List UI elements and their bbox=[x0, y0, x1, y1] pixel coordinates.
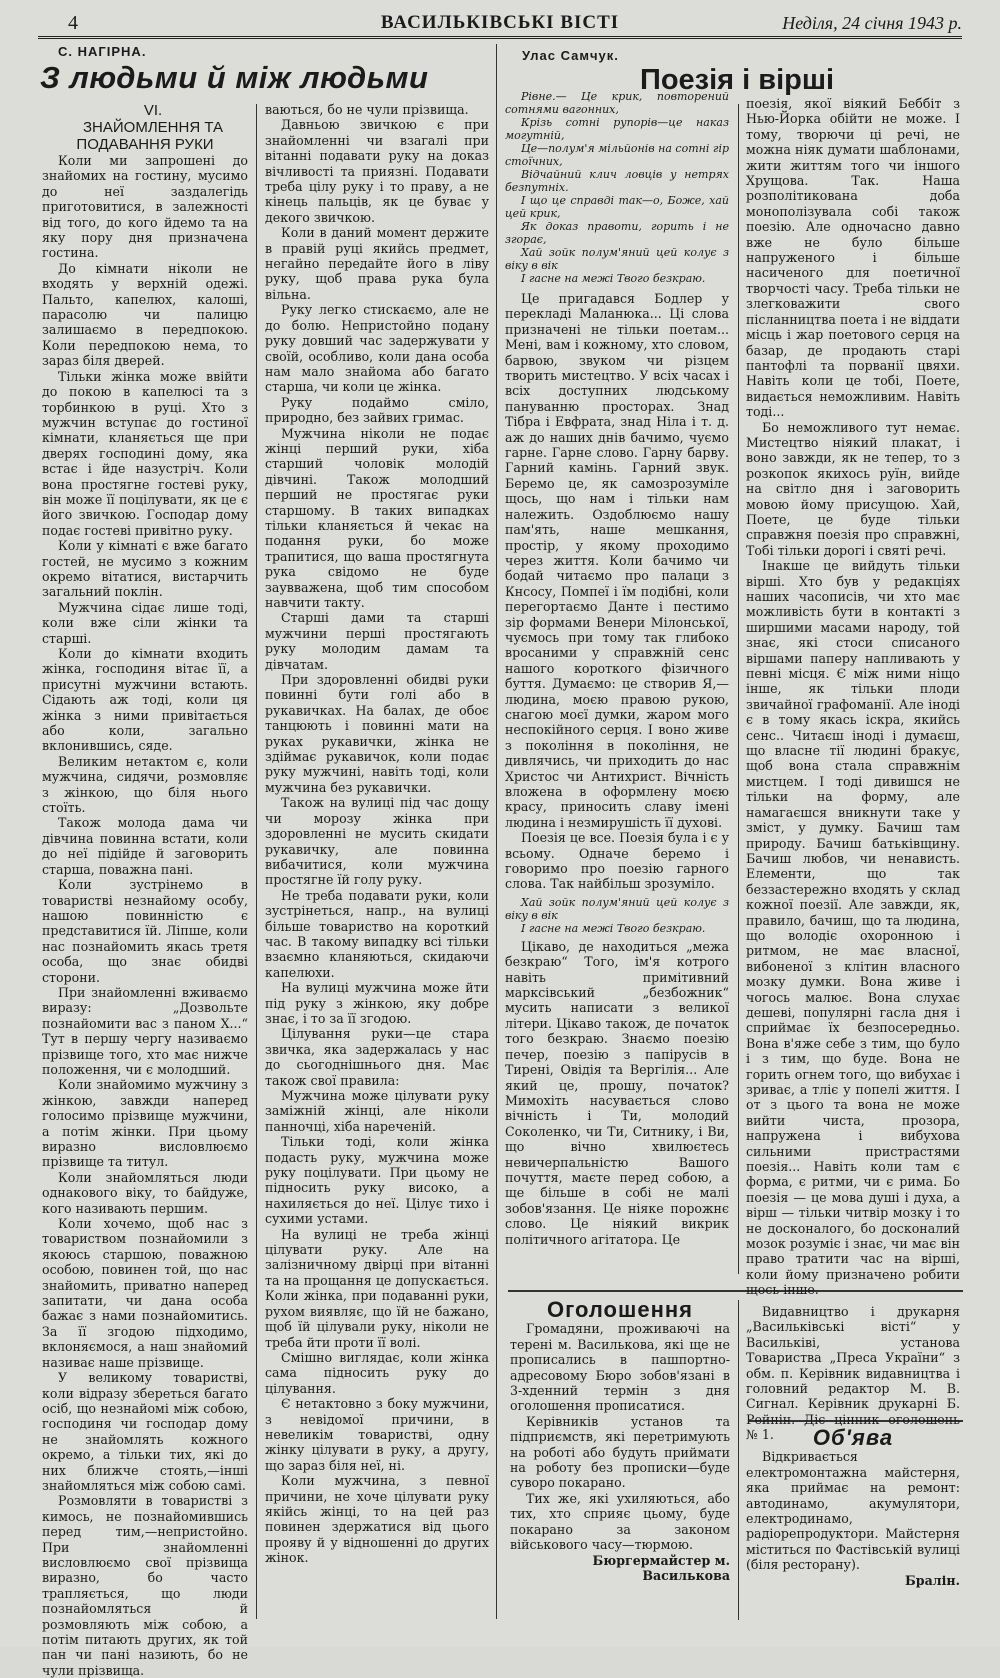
article-title: Поезія і вірші bbox=[640, 64, 835, 96]
verse-line: І гасне на межі Твого безкраю. bbox=[521, 272, 706, 285]
paragraph: ваються, бо не чули прізвища. bbox=[265, 102, 469, 117]
paragraph: На вулиці не треба жінці цілувати руку. Але на залізничному двірці при вітанні та на прощання це допускається. Коли жінка, при подаванні руки, рухом виявляє, що їй не бажано, щоб їй цілували руку, ніколи не треба йти проти її волі. bbox=[265, 1226, 489, 1350]
verse-line: І що це справді так—о, Боже, хай цей крик, bbox=[505, 194, 729, 220]
verse-line: Це—полум'я мільйонів на сотні гір стоїчних, bbox=[505, 142, 730, 168]
paragraph: Коли у кімнаті є вже багато гостей, не мусимо з кожним окремо вітатися, вистарчить загальний поклін. bbox=[42, 538, 248, 600]
paragraph: Мужчина ніколи не подає жінці перший руки, хіба старший чоловік молодій дівчині. Також молодший перший не простягає руки старшому. В таких випадках тільки кланяється й чекає на подання руки, бо може трапитися, що ваша простягнута рука свідомо не буде заувважена, щоб тим способом навчити такту. bbox=[265, 425, 489, 610]
verse-line: Крізь сотні рупорів—це наказ могутній, bbox=[505, 116, 729, 142]
paragraph: Старші дами та старші мужчини перші простягають руку молодим дамам та дівчатам. bbox=[265, 610, 489, 672]
paragraph: Коли до кімнати входить жінка, господиня вітає її, а присутні мужчини встають. Сідають аж тоді, коли ця жінка з ними привітається або коли, загально вклонившись, сяде. bbox=[42, 646, 248, 754]
ad-signature: Бралін. bbox=[905, 1572, 960, 1588]
paragraph: Є нетактовно з боку мужчини, з невідомої причини, в невеликім товаристві, одну жінку цілувати в руку, а другу, що зараз біля неї, ні. bbox=[265, 1396, 489, 1473]
article-column-2 bbox=[265, 102, 489, 1622]
paragraph: Також молода дама чи дівчина повинна встати, коли до неї підійде й заговорить старша, поважна пані. bbox=[42, 815, 248, 877]
verse-line: І гасне на межі Твого безкраю. bbox=[521, 921, 706, 935]
paragraph: Великим нетактом є, коли мужчина, сидячи, розмовляє з жінкою, що біля нього стоїть. bbox=[42, 753, 248, 816]
paragraph: поезія, якої віякий Беббіт з Нью-Йорка обійти не може. І тому, творючи ці речі, не можна ніяк думати шаблонами, жити життям того чи іншого Хрущова. Так. Наша розполітикована доба монополізувала собі також поезію. Але одночасно давно вже не було більше напруженого і більше насиченого для поетичної творчості часу. Треба тільки не злегковажити свого післанництва поета і не віддати місць і жар поетового серця на базар, де продають старі пантофлі та порванії цвяхи. Навіть коли це тобі, Поете, видається неможливим. Навіть тоді... bbox=[746, 96, 960, 420]
ad-title: Об'ява bbox=[812, 1425, 894, 1450]
paragraph: Також на вулиці під час дощу чи морозу жінка при здоровленні не мусить скидати рукавичку, але повинна вибачитися, коли мужчина простягне їй голу руку. bbox=[265, 795, 489, 888]
paragraph: Коли ми запрошені до знайомих на гостину, мусимо до неї заздалегідь приготовитися, в залежності від того, до кого йдемо та на яку пору дня призначена гостина. bbox=[42, 153, 248, 261]
article-title: З людьми й між людьми bbox=[40, 60, 429, 95]
paragraph: Це пригадався Бодлер у перекладі Маланюка... Ці слова призначені не тільки поетам... Мені, вам і кожному, хто словом, барвою, звуком чи різцем творить мистецтво. У всіх часах і всіх доступних людському пануванню просторах. Знад Тібра і Евфрата, знад Ніла і т. д. аж до наших днів бачимо, чуємо гарне. Гарне слово. Гарну барву. Гарний камінь. Гарний звук. Беремо це, як самозрозуміле щось, що нам і тільки нам належить. Оздоблюємо нашу пам'ять, наше мешкання, простір, у якому проходимо через життя. Коли бачимо чи бодай читаємо про палаци з Кнсосу, Помпеї і їм подібні, коли перегортаємо Данте і пестимо зір формами Венери Мілонської, чуємось при тому так глибоко вросаними у справжній сенс нашого короткого фізичного буття. Думаємо: це створив Я,—людина, моєю правою рукою, снагою моєї думки, жаром мого неспокійного серця. І воно живе з покоління в покоління, не дивлячись, чи приходить до нас Христос чи Антихрист. Вічність вложена в оформлену моєю красу, приносить славу імені людина і незмирушість її духові. bbox=[505, 291, 729, 830]
paragraph: Коли зустрінемо в товаристві незнайому особу, нашою повинністю є представитися їй. Ліпше, коли нас познайомить якась третя особа, що знає обидві сторони. bbox=[42, 877, 248, 985]
paragraph: Бо неможливого тут немає. Мистецтво ніякий плакат, і воно завжди, як не тепер, то з розкопок якихось руїн, вийде на світло дня і заговорить мовою йому присущою. Хай, Поете, це буде тільки справжня поезія про справжні, Тобі тільки дорогі і святі речі. bbox=[746, 419, 960, 558]
page-number: 4 bbox=[68, 12, 78, 34]
advertisement bbox=[746, 1426, 960, 1626]
section-subtitle: ЗНАЙОМЛЕННЯ ТА ПОДАВАННЯ РУКИ bbox=[76, 119, 224, 153]
issue-date: Неділя, 24 січня 1943 р. bbox=[782, 13, 962, 33]
verse-line: Хай зойк полум'яний цей колує з віку в вік bbox=[505, 895, 729, 922]
column-rule bbox=[256, 104, 257, 1619]
paragraph: Коли мужчина, з певної причини, не хоче цілувати руку якійсь жінці, то на цей раз повинен здержатися від цього прояву й у відношенні до других жінок. bbox=[265, 1473, 489, 1566]
paragraph: Руку подаймо сміло, природно, без зайвих гримас. bbox=[265, 394, 489, 426]
notice-title: Оголошення bbox=[547, 1297, 693, 1322]
paragraph: Мужчина сідає лише тоді, коли вже сіли жінки та старші. bbox=[42, 599, 248, 646]
paragraph: При здоровленні обидві руки повинні бути голі або в рукавичках. На балах, де обоє танцюють і повинні мати на руках рукавички, жінка не здіймає рукавичок, коли подає руку мужчині, навіть тоді, коли мужчина без рукавички. bbox=[265, 672, 489, 795]
verse-line: Рівне.— Це крик, повторений сотнями вагонних, bbox=[505, 90, 729, 116]
ad-text: Відкривається електромонтажна майстерня, яка приймає на ремонт: автодинамо, акумулятори, електродинамо, радіорепродуктори. Майстерня міститься по Фастівській вулиці (біля ресторану). bbox=[746, 1449, 960, 1573]
paragraph: Руку легко стискаємо, але не до болю. Непристойно подану руку довший час задержувати у своїй, особливо, коли дана особа нам мало знайома або багато старша, чи коли це жінка. bbox=[265, 302, 489, 395]
section-number: VI. bbox=[143, 102, 163, 119]
notice-signature: Бюргермайстер м. Василькова bbox=[592, 1552, 730, 1583]
paragraph: При знайомленні вживаємо виразу: „Дозвольте познайомити вас з паном Х...“ Тут в першу чергу називаємо прізвище того, хто має нижче положення, чи є молодший. bbox=[42, 984, 248, 1077]
article-column-3 bbox=[505, 90, 729, 1285]
paragraph: Не треба подавати руки, коли зустрінеться, напр., на вулиці більше товариство на короткий час. В такому випадку всі тільки взаємно кланяються, скидаючи капелюхи. bbox=[265, 887, 489, 980]
verse-line: Як доказ правоти, горить і не згорає, bbox=[505, 220, 729, 246]
paragraph: У великому товаристві, коли відразу збереться багато осіб, що незнайомі між собою, господиня чи господар дому не знайомлять кожного окремо, а тільки тих, які до них ближче стоять,—інші знайомляться між собою самі. bbox=[42, 1370, 248, 1493]
paragraph: Коли хочемо, щоб нас з товариством познайомили з якоюсь старшою, поважною особою, повинен той, що нас знайомить, приватно наперед запитати, чи дана особа бажає з нами познайомитись. За її згодою підходимо, вклоняємося, а наш знайомий називає наше прізвище. bbox=[42, 1216, 248, 1370]
column-rule bbox=[738, 1300, 739, 1620]
paragraph: До кімнати ніколи не входять у верхній одежі. Пальто, капелюх, калоші, парасолю чи палицю залишаємо в передпокою. Коли передпокою нема, то зараз біля дверей. bbox=[42, 260, 248, 369]
notice-box bbox=[510, 1298, 730, 1623]
paragraph: Тільки тоді, коли жінка подасть руку, мужчина може руку поцілувати. При цьому не підносить руку високо, а нахиляється до неї. Цілує тихо і сухими устами. bbox=[265, 1134, 489, 1227]
paragraph: Смішно виглядає, коли жінка сама підносить руку до цілування. bbox=[265, 1349, 489, 1396]
page-header bbox=[38, 10, 962, 39]
article-author: С. НАГІРНА. bbox=[58, 44, 147, 59]
paragraph: Розмовляти в товаристві з кимось, не познайомившись перед тим,—непристойно. При знайомленні висловлюємо свої прізвища виразно, бо часто трапляється, що люди познайомляться й розмовляють між собою, а потім питають других, як той пан чи пані назиють, бо не чули прізвища. bbox=[42, 1493, 248, 1678]
verse-line: Хай зойк полум'яний цей колує з віку в вік bbox=[505, 246, 729, 272]
article-author: Улас Самчук. bbox=[522, 48, 619, 63]
paragraph: Давньою звичкою є при знайомленні чи взагалі при вітанні подавати руку на доказ вічливості та приязні. Подавати треба цілу руку і то праву, а не кінець пальців, як це буває у декого звичкою. bbox=[265, 117, 489, 225]
paragraph: Громадяни, проживаючі на терені м. Василькова, які ще не прописались в пашпортно-адресовому Бюро зобов'язані в 3-хденний термін з дня оголошення прописатися. bbox=[510, 1321, 730, 1414]
verse-line: Відчайний клич ловців у нетрях безпутніх. bbox=[505, 168, 729, 194]
paragraph: Тих же, які ухиляються, або тих, хто сприяє цьому, буде покарано за законом військового часу—тюрмою. bbox=[510, 1490, 730, 1553]
column-rule bbox=[738, 104, 739, 1274]
article-column-1 bbox=[42, 102, 248, 1678]
paragraph: На вулиці мужчина може йти під руку з жінкою, яку добре знає, і то за її згодою. bbox=[265, 980, 489, 1026]
paragraph: Керівників установ та підприємств, які перетримують на роботі або будуть приймати на роботу без прописки—буде суворо покарано. bbox=[510, 1413, 730, 1491]
paragraph: Поезія це все. Поезія була і є у всьому. Одначе беремо і говоримо про поезію гарного слова. Так найбільш зрозуміло. bbox=[505, 830, 729, 892]
paragraph: Коли в даний момент держите в правій руці якийсь предмет, негайно передайте його в ліву руку, щоб права рука була вільна. bbox=[265, 225, 489, 302]
column-rule bbox=[496, 44, 497, 1619]
publisher-text: Видавництво і друкарня „Васильківські вісті“ у Васильківі, установа Товариства „Преса України“ з обм. п. Керівник видавництва і головний редактор М. В. Сигнал. Керівник друкарні Б. Рейнін. Діє цінник оголошень № 1. bbox=[746, 1304, 960, 1443]
paragraph: Мужчина може цілувати руку заміжній жінці, але ніколи панночці, хіба нареченій. bbox=[265, 1088, 489, 1134]
paragraph: Коли знайомляться люди однакового віку, то байдуже, кого називають першим. bbox=[42, 1169, 248, 1216]
paragraph: Тільки жінка може ввійти до покою в капелюсі та з торбинкою в руці. Хто з мужчин вступає до гостиної кімнати, кланяється ще при дверях господині дому, яка встає і йде назустріч. Коли вона простягне гостеві руку, він може її поцілувати, як це є його звичкою. Господар дому подає гостеві привітно руку. bbox=[42, 368, 248, 538]
article-column-4 bbox=[746, 96, 960, 1298]
paragraph: Інакше це вийдуть тільки вірші. Хто був у редакціях наших часописів, чи хто має можливість бути в контакті з ширшими масами народу, той знає, які стоси списаного віршами паперу напливають у певні місця. Є між ними ніщо інше, як тільки плоди звичайної графоманії. Але іноді є в тому якась іскра, якийсь сенс.. Читаєш іноді і думаєш, що власне тії людині бракує, щоб вона стала справжнім мистцем. І тоді дивишся не тільки на форму, але намагаєшся вникнути таке у зміст, у думку. Бачиш там природу. Бачиш батьківщину. Бачиш любов, чи ненависть. Елементи, що так беззастережно входять у склад кожної поезії. Але завжди, як, правило, бачиш, що та людина, що володіє охоронною і ритмом, не має власної, вибоненої з клітин власного мозку думки. Вона живе і чогось малює. Вона слухає дешеві, популярні гасла дня і сприймає їх безпосередньо. Вона в'яже себе з тим, що було і з тим, що буде. Вона не горить огнем того, що вибухає і зриває, а тліє у попелі життя. І от з цього та вона не може вийти чиста, прозора, напружена і вибухова сильними пристрастями поезія... Навіть коли там є форма, є ритми, чи є рима. Бо поезія — це мова душі і духа, а вірш — тільки читвір мозку і то не досконалого, бо досконалий мозок розуміє і знає, чи має він право тратити час на вірші, коли йому призначено робити щось інше. bbox=[746, 558, 960, 1298]
paragraph: Коли знайомимо мужчину з жінкою, завжди наперед голосимо прізвище мужчини, а потім жінки. При цьому виразно висловлюємо прізвище та титул. bbox=[42, 1077, 248, 1170]
paragraph: Цікаво, де находиться „межа безкраю“ Того, ім'я котрого навіть примітивний марксівський „безбожник“ мусить написати з великої літери. Цікаво також, де початок того безкраю. Знаємо поезію печер, поезію з папірусів в Тирені, Овідія та Вергілія... Але який це, прошу, початок? Мимохіть насувається слово вічність і Ти, молодий Соколенко, чи Ти, Ситнику, і Ви, що вічно хвилюєтесь невичерпальністю Вашого почуття, маєте перед собою, а ще більше в собі не малі зобов'язання. Це ніяке порожнє слово. Це ніякий викрик політичного агітатора. Це bbox=[505, 938, 729, 1247]
newspaper-name: ВАСИЛЬКІВСЬКІ ВІСТІ bbox=[380, 12, 620, 33]
paragraph: Цілування руки—це стара звичка, яка задержалась у нас до сьогоднішнього дня. Має також свої правила: bbox=[265, 1026, 489, 1088]
